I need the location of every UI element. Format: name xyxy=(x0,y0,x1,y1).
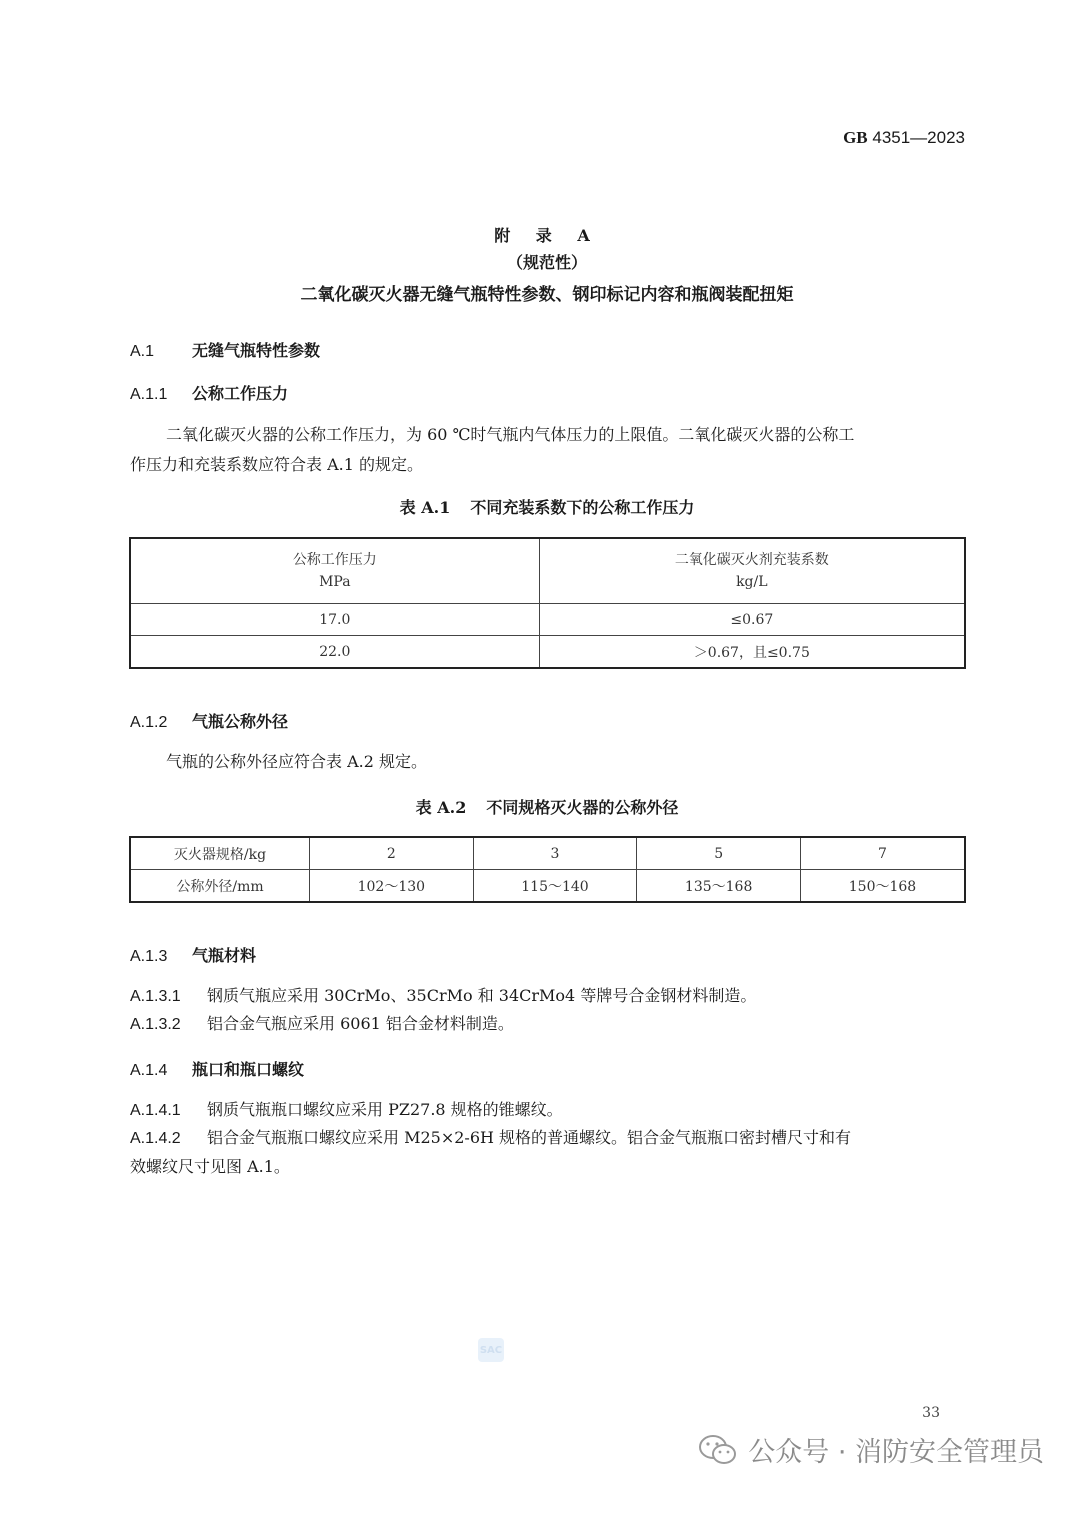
wechat-icon xyxy=(698,1433,738,1467)
clause-text: 钢质气瓶应采用 30CrMo、35CrMo 和 34CrMo4 等牌号合金钢材料制造。 xyxy=(207,986,757,1005)
paragraph-line: 二氧化碳灭火器的公称工作压力，为 60 ℃时气瓶内气体压力的上限值。二氧化碳灭火器的公称工 xyxy=(166,425,855,444)
table-cell: 2 xyxy=(310,837,474,870)
paragraph-line: 作压力和充装系数应符合表 A.1 的规定。 xyxy=(130,455,423,474)
standard-prefix: GB xyxy=(843,128,868,147)
section-title: 气瓶公称外径 xyxy=(192,712,289,731)
section-title: 无缝气瓶特性参数 xyxy=(192,341,321,360)
header-text: 公称工作压力 xyxy=(292,552,377,568)
paragraph-line: 气瓶的公称外径应符合表 A.2 规定。 xyxy=(166,752,427,771)
table-a2 xyxy=(129,836,966,903)
row-label: 灭火器规格/kg xyxy=(130,837,310,870)
section-number: A.1.3 xyxy=(130,948,168,965)
table-row xyxy=(130,604,965,636)
standard-number: 4351—2023 xyxy=(872,128,965,147)
section-number: A.1.1 xyxy=(130,386,168,403)
section-title: 气瓶材料 xyxy=(192,946,257,965)
table-cell: ＞0.67，且≤0.75 xyxy=(539,636,965,669)
table-cell: 5 xyxy=(637,837,801,870)
table-cell: 22.0 xyxy=(130,636,539,669)
watermark-text: 公众号 · 消防安全管理员 xyxy=(748,1437,1044,1468)
clause-text: 钢质气瓶瓶口螺纹应采用 PZ27.8 规格的锥螺纹。 xyxy=(207,1100,563,1119)
header-cell-pressure xyxy=(130,538,539,604)
table-cell: 150～168 xyxy=(800,870,965,903)
table-cell: 102～130 xyxy=(310,870,474,903)
table-a1-caption xyxy=(0,495,1080,518)
caption-number: 表 A.2 xyxy=(415,798,467,817)
clause-a1-3-1 xyxy=(130,982,966,1011)
clause-text-continued: 效螺纹尺寸见图 A.1。 xyxy=(130,1157,290,1176)
appendix-subject: 二氧化碳灭火器无缝气瓶特性参数、钢印标记内容和瓶阀装配扭矩 xyxy=(300,285,794,305)
section-number: A.1.4 xyxy=(130,1062,168,1079)
table-row xyxy=(130,870,965,903)
header-unit: MPa xyxy=(319,574,351,590)
clause-text: 铝合金气瓶瓶口螺纹应采用 M25×2-6H 规格的普通螺纹。铝合金气瓶瓶口密封槽尺寸和有 xyxy=(207,1128,852,1147)
appendix-title: 附 录 A xyxy=(494,226,600,245)
clause-number: A.1.3.1 xyxy=(130,988,181,1005)
section-number: A.1.2 xyxy=(130,714,168,731)
section-title: 瓶口和瓶口螺纹 xyxy=(192,1060,305,1079)
table-header-row xyxy=(130,538,965,604)
header-text: 二氧化碳灭火剂充装系数 xyxy=(674,552,829,568)
header-cell-ratio xyxy=(539,538,965,604)
clause-number: A.1.4.2 xyxy=(130,1130,181,1147)
section-a1-4-heading xyxy=(130,1057,304,1080)
clause-number: A.1.4.1 xyxy=(130,1102,181,1119)
table-a1 xyxy=(129,537,966,669)
table-row xyxy=(130,636,965,669)
table-cell: 3 xyxy=(473,837,637,870)
clause-number: A.1.3.2 xyxy=(130,1016,181,1033)
table-cell: 7 xyxy=(800,837,965,870)
table-cell: 17.0 xyxy=(130,604,539,636)
section-a1-1-heading xyxy=(130,381,288,404)
table-cell: 115～140 xyxy=(473,870,637,903)
sac-logo: SAC xyxy=(478,1338,504,1362)
clause-a1-4-2 xyxy=(130,1124,966,1181)
clause-a1-4-1 xyxy=(130,1096,966,1125)
wechat-watermark xyxy=(698,1430,1044,1469)
row-label: 公称外径/mm xyxy=(130,870,310,903)
section-a1-1-paragraph xyxy=(130,420,966,480)
section-a1-3-heading xyxy=(130,943,256,966)
header-unit: kg/L xyxy=(736,574,768,590)
standard-code xyxy=(843,128,965,148)
table-row xyxy=(130,837,965,870)
page-number: 33 xyxy=(922,1405,940,1421)
caption-title: 不同规格灭火器的公称外径 xyxy=(486,798,679,817)
caption-number: 表 A.1 xyxy=(399,498,451,517)
section-number: A.1 xyxy=(130,343,155,360)
section-title: 公称工作压力 xyxy=(192,384,289,403)
appendix-normative: （规范性） xyxy=(506,253,587,272)
caption-title: 不同充装系数下的公称工作压力 xyxy=(470,498,695,517)
section-a1-2-heading xyxy=(130,709,288,732)
table-a2-caption xyxy=(0,795,1080,818)
clause-a1-3-2 xyxy=(130,1010,966,1039)
table-cell: ≤0.67 xyxy=(539,604,965,636)
table-cell: 135～168 xyxy=(637,870,801,903)
clause-text: 铝合金气瓶应采用 6061 铝合金材料制造。 xyxy=(207,1014,514,1033)
section-a1-heading xyxy=(130,338,320,361)
section-a1-2-paragraph xyxy=(130,747,966,777)
